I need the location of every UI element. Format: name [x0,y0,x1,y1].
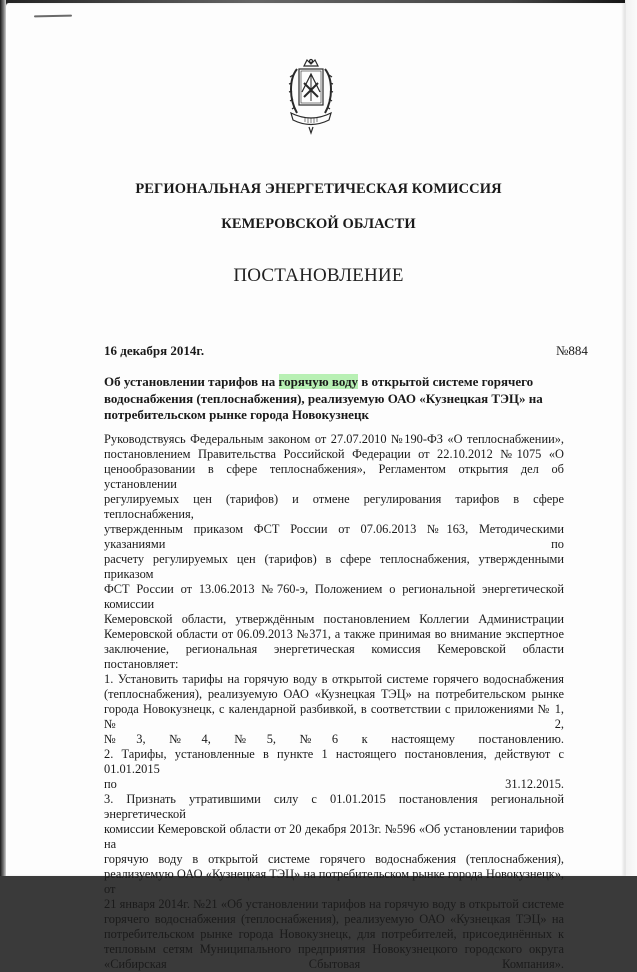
body-line: заключение, региональная энергетическая комиссия Кемеровской области постановляет: [104,642,564,671]
body-line: постановлением Правительства Российской Федерации от 22.10.2012 №1075 «О [104,447,564,461]
body-line: расчету регулируемых цен (тарифов) в сфере теплоснабжения, утвержденными приказом [104,552,564,581]
document-type: ПОСТАНОВЛЕНИЕ [233,265,404,286]
document-date: 16 декабря 2014г. [104,343,205,358]
document-number: №884 [556,343,588,358]
clause-1-line: №3, №4, №5, №6 к настоящему постановлению. [104,732,564,746]
clause-3-line: горячего водоснабжения (теплоснабжения), реализуемую ОАО «Кузнецкая ТЭЦ» на [104,912,564,926]
organization-title: РЕГИОНАЛЬНАЯ ЭНЕРГЕТИЧЕСКАЯ КОМИССИЯ [135,181,502,197]
body-line: ценообразовании в сфере теплоснабжения», Регламентом открытия дел об установлении [104,462,564,491]
clause-2-line: 2. Тарифы, установленные в пункте 1 настоящего постановления, действуют с 01.01.2015 [104,747,564,776]
clause-1-line: 1. Установить тарифы на горячую воду в открытой системе горячего водоснабжения [104,672,564,686]
body-line: Руководствуясь Федеральным законом от 27.07.2010 №190-ФЗ «О теплоснабжении», [104,432,564,446]
organization-region: КЕМЕРОВСКОЙ ОБЛАСТИ [221,216,416,232]
subject-highlighted-text[interactable]: горячую воду [278,374,359,389]
clause-1-line: (теплоснабжения), реализуемую ОАО «Кузнецкая ТЭЦ» на потребительском рынке [104,687,564,701]
clause-3-line: 21 января 2014г. №21 «Об установлении тарифов на горячую воду в открытой системе [104,897,564,911]
subject-text-after: в открытой системе горячего водоснабжения (теплоснабжения), реализуемую ОАО «Кузнецкая ТЭЦ» на потребительском рынке города Новокузнецк [104,374,543,422]
clause-3-line: комиссии Кемеровской области от 20 декабря 2013г. №596 «Об установлении тарифов на [104,822,564,851]
scan-edge-right [625,0,637,876]
clause-1-line: города Новокузнецк, с календарной разбивкой, в соответствии с приложениями № 1, №2, [104,702,564,731]
coat-of-arms-icon [283,57,339,137]
clause-3-line: тепловым сетям Муниципального предприятия Новокузнецкого городского округа [104,942,564,956]
document-body [104,432,564,972]
clause-3-line: потребительском рынке города Новокузнецк, для потребителей, присоединённых к [104,927,564,941]
clause-3-line: горячую воду в открытой системе горячего водоснабжения (теплоснабжения), [104,852,564,866]
body-line: утвержденным приказом ФСТ России от 07.06.2013 №163, Методическими указаниями по [104,522,564,551]
document-subject [104,374,544,424]
clause-3-line: реализуемую ОАО «Кузнецкая ТЭЦ» на потребительском рынке города Новокузнецк», от [104,867,564,896]
body-line: ФСТ России от 13.06.2013 №760-э, Положением о региональной энергетической комиссии [104,582,564,611]
clause-3-line: «Сибирская Сбытовая Компания». [104,957,564,971]
clause-2-line: по 31.12.2015. [104,777,564,791]
subject-text-before: Об установлении тарифов на [104,374,279,389]
body-line: Кемеровской области от 06.09.2013 №371, а также принимая во внимание экспертное [104,627,564,641]
clause-3-line: 3. Признать утратившими силу с 01.01.2015 постановления региональной энергетической [104,792,564,821]
body-line: Кемеровской области, утверждённым постановлением Коллегии Администрации [104,612,564,626]
body-line: регулируемых цен (тарифов) и отмене регулирования тарифов в сфере теплоснабжения, [104,492,564,521]
